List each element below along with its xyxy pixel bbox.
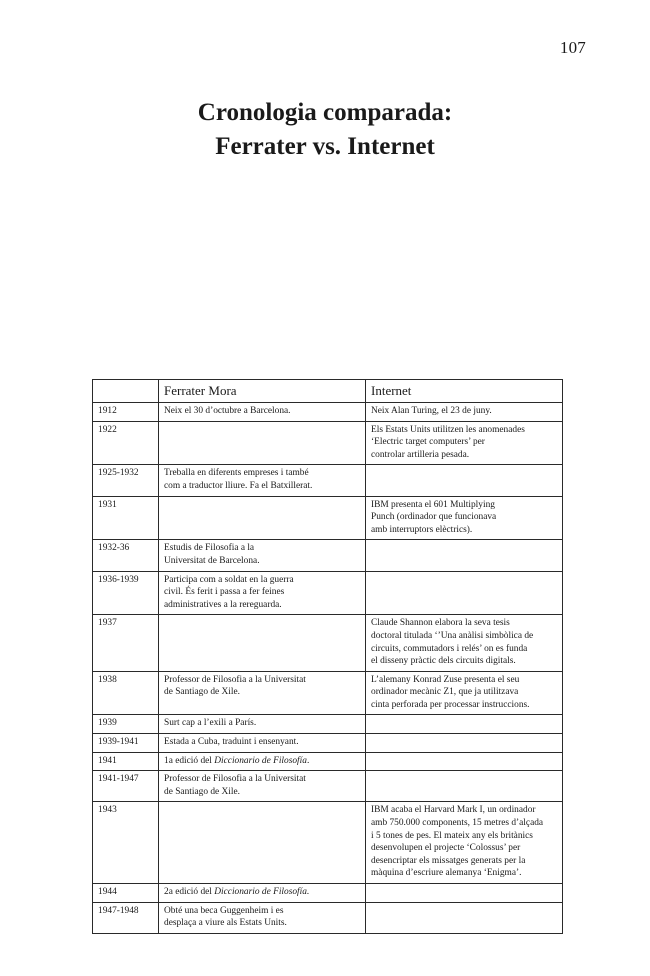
internet-line: i 5 tones de pes. El mateix any els britànics [371,830,533,841]
ferrater-prefix: 1a edició del [164,755,215,766]
ferrater-line: Universitat de Barcelona. [164,555,260,566]
internet-line: IBM presenta el 601 Multiplying [371,499,495,510]
internet-cell [366,902,563,933]
internet-cell [366,540,563,571]
ferrater-cell [159,715,366,734]
table-row [93,403,563,422]
ferrater-cell [159,884,366,903]
ferrater-line: com a traductor lliure. Fa el Batxillerat. [164,480,313,491]
table-row [93,496,563,540]
internet-cell [366,671,563,715]
header-ferrater: Ferrater Mora [159,380,366,403]
internet-cell [366,771,563,802]
ferrater-cell [159,421,366,465]
ferrater-cell [159,734,366,753]
year-cell: 1947-1948 [93,902,159,933]
year-cell: 1931 [93,496,159,540]
internet-line: Neix Alan Turing, el 23 de juny. [371,406,492,416]
internet-line: L’alemany Konrad Zuse presenta el seu [371,674,520,685]
internet-line: doctoral titulada ‘’Una anàlisi simbòlica de [371,630,534,641]
table-row [93,671,563,715]
ferrater-cell [159,571,366,615]
ferrater-cell [159,540,366,571]
ferrater-line: desplaça a viure als Estats Units. [164,918,287,929]
ferrater-line: Estada a Cuba, traduint i ensenyant. [164,737,299,748]
page-title [0,96,650,164]
internet-line: desencriptar els missatges generats per la [371,855,526,866]
year-cell: 1925-1932 [93,465,159,496]
year-cell: 1941-1947 [93,771,159,802]
book-title: Diccionario de Filosofía. [214,887,310,897]
ferrater-line: Estudis de Filosofia a la [164,543,255,554]
internet-line: Els Estats Units utilitzen les anomenades [371,424,525,435]
ferrater-cell [159,465,366,496]
page-number: 107 [559,38,586,57]
internet-line: circuits, commutadors i relés’ on es funda [371,643,528,654]
internet-cell [366,802,563,884]
ferrater-line: Participa com a soldat en la guerra [164,574,294,585]
ferrater-cell [159,671,366,715]
ferrater-line: Obté una beca Guggenheim i es [164,905,284,916]
internet-line: màquina d’escriure alemanya ‘Enigma’. [371,868,522,879]
table-row [93,752,563,771]
table-row [93,540,563,571]
ferrater-cell [159,902,366,933]
header-internet: Internet [366,380,563,403]
internet-cell [366,615,563,671]
ferrater-line: de Santiago de Xile. [164,786,241,797]
table-body [93,403,563,934]
year-cell: 1943 [93,802,159,884]
table-row [93,902,563,933]
internet-line: amb interruptors elèctrics). [371,524,473,535]
ferrater-line: Treballa en diferents empreses i també [164,468,309,479]
table-row [93,715,563,734]
internet-line: ‘Electric target computers’ per [371,437,485,448]
year-cell: 1939 [93,715,159,734]
title-line-2: Ferrater vs. Internet [215,133,435,160]
table-row [93,771,563,802]
ferrater-line: Neix el 30 d’octubre a Barcelona. [164,406,291,416]
internet-line: desenvolupen el projecte ‘Colossus’ per [371,843,521,854]
year-cell: 1938 [93,671,159,715]
internet-line: IBM acaba el Harvard Mark I, un ordinador [371,805,536,816]
table-row [93,802,563,884]
ferrater-cell [159,496,366,540]
ferrater-line: civil. És ferit i passa a fer feines [164,587,285,598]
internet-cell [366,465,563,496]
ferrater-cell [159,615,366,671]
internet-cell [366,752,563,771]
internet-cell [366,884,563,903]
table-row [93,421,563,465]
year-cell: 1941 [93,752,159,771]
year-cell: 1937 [93,615,159,671]
header-year [93,380,159,403]
ferrater-line: Surt cap a l’exili a París. [164,718,257,729]
internet-line: amb 750.000 components, 15 metres d’alçada [371,818,544,829]
table-row [93,734,563,753]
book-title: Diccionario de Filosofía [214,755,307,766]
table-row [93,884,563,903]
ferrater-cell [159,802,366,884]
ferrater-suffix: . [306,755,310,766]
year-cell: 1944 [93,884,159,903]
ferrater-cell [159,771,366,802]
ferrater-cell [159,403,366,422]
internet-cell [366,421,563,465]
internet-cell [366,403,563,422]
table-row [93,571,563,615]
chronology-table [92,379,563,934]
internet-cell [366,571,563,615]
ferrater-line: de Santiago de Xile. [164,687,241,698]
table-header-row [93,380,563,403]
ferrater-line [164,755,360,768]
ferrater-line: administratives a la rereguarda. [164,599,282,610]
ferrater-line [164,886,360,899]
year-cell: 1936-1939 [93,571,159,615]
internet-line: el disseny pràctic dels circuits digitals. [371,656,516,667]
internet-cell [366,734,563,753]
ferrater-prefix: 2a edició del [164,887,215,897]
internet-line: ordinador mecànic Z1, que ja utilitzava [371,687,519,698]
internet-line: cinta perforada per processar instruccions. [371,699,530,710]
ferrater-line: Professor de Filosofia a la Universitat [164,774,306,785]
year-cell: 1912 [93,403,159,422]
internet-line: Claude Shannon elabora la seva tesis [371,618,510,629]
internet-line: Punch (ordinador que funcionava [371,512,497,523]
year-cell: 1932-36 [93,540,159,571]
internet-cell [366,715,563,734]
ferrater-line: Professor de Filosofia a la Universitat [164,674,306,685]
table-row [93,465,563,496]
ferrater-cell [159,752,366,771]
internet-cell [366,496,563,540]
table-row [93,615,563,671]
year-cell: 1939-1941 [93,734,159,753]
internet-line: controlar artilleria pesada. [371,449,470,460]
title-line-1: Cronologia comparada: [197,99,453,126]
year-cell: 1922 [93,421,159,465]
